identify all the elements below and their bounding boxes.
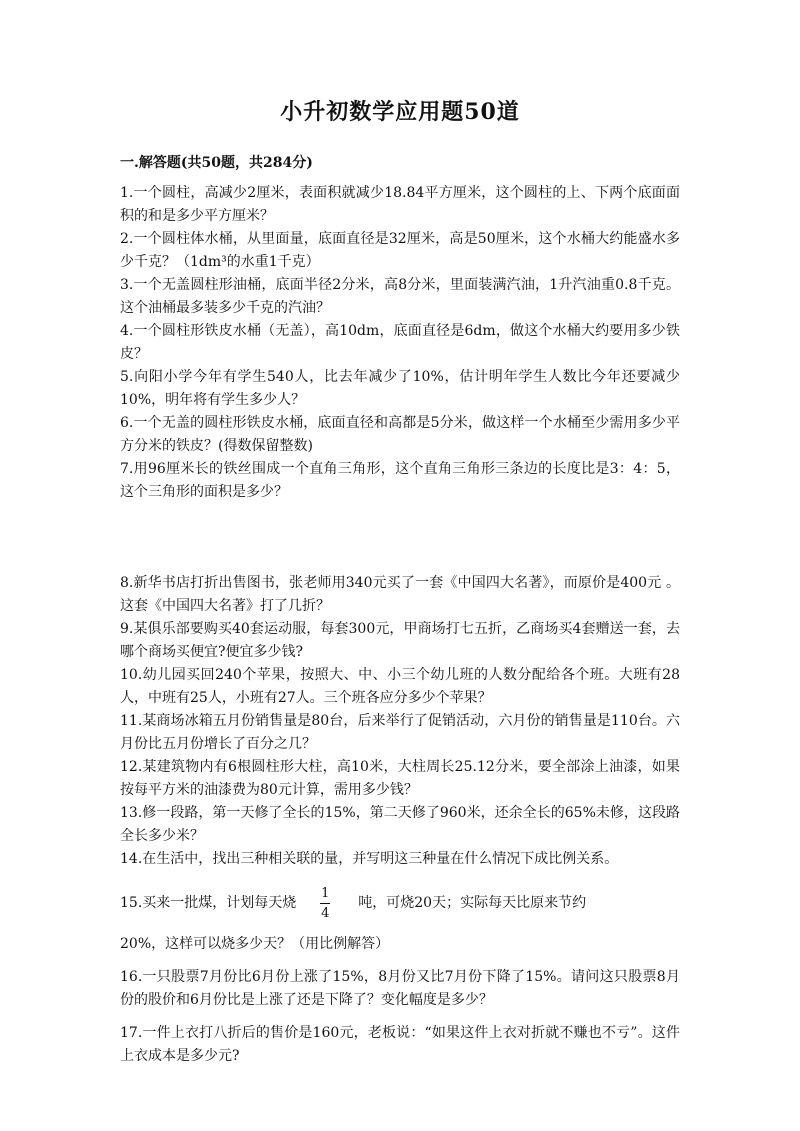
question-15 xyxy=(120,881,680,925)
question-15-line-2: 20%，这样可以烧多少天？（用比例解答） xyxy=(120,936,390,952)
question-9: 9.某俱乐部要购买40套运动服，每套300元，甲商场打七五折，乙商场买4套赠送一套，去哪个商场买便宜?便宜多少钱? xyxy=(120,621,680,660)
fraction-one-quarter xyxy=(320,886,330,921)
question-15-text-after: 吨，可烧20天；实际每天比原来节约 xyxy=(358,894,587,911)
fraction-numerator: 1 xyxy=(321,885,330,901)
question-5: 5.向阳小学今年有学生540人，比去年减少了10%，估计明年学生人数比今年还要减少10%，明年将有学生多少人？ xyxy=(120,369,680,408)
fraction-bar xyxy=(320,903,330,904)
question-1: 1.一个圆柱，高减少2厘米，表面积就减少18.84平方厘米，这个圆柱的上、下两个底面面积的和是多少平方厘米？ xyxy=(120,185,680,224)
spacer xyxy=(120,1012,680,1022)
question-7: 7.用96厘米长的铁丝围成一个直角三角形，这个直角三角形三条边的长度比是3：4：5，这个三角形的面积是多少？ xyxy=(120,461,680,500)
question-list xyxy=(120,182,680,1068)
answer-space xyxy=(120,504,680,572)
question-2: 2.一个圆柱体水桶，从里面量，底面直径是32厘米，高是50厘米，这个水桶大约能盛水多少千克？（1dm³的水重1千克） xyxy=(120,231,680,270)
question-16: 16.一只股票7月份比6月份上涨了15%，8月份又比7月份下降了15%。请问这只股票8月份的股价和6月份比是上涨了还是下降了？变化幅度是多少？ xyxy=(120,969,680,1008)
page-title: 小升初数学应用题50道 xyxy=(280,99,520,125)
section-heading: 一.解答题(共50题，共284分) xyxy=(120,155,313,171)
spacer xyxy=(120,956,680,966)
question-14: 14.在生活中，找出三种相关联的量，并写明这三种量在什么情况下成比例关系。 xyxy=(120,851,619,867)
fraction-denominator: 4 xyxy=(321,905,330,921)
question-12: 12.某建筑物内有6根圆柱形大柱，高10米，大柱周长25.12分米，要全部涂上油漆，如果按每平方米的油漆费为80元计算，需用多少钱？ xyxy=(120,759,680,798)
question-10: 10.幼儿园买回240个苹果，按照大、中、小三个幼儿班的人数分配给各个班。大班有28人，中班有25人，小班有27人。三个班各应分多少个苹果？ xyxy=(120,667,680,706)
question-11: 11.某商场冰箱五月份销售量是80台，后来举行了促销活动，六月份的销售量是110台。六月份比五月份增长了百分之几？ xyxy=(120,713,680,752)
question-15-text-before: 15.买来一批煤，计划每天烧 xyxy=(120,894,297,911)
question-17: 17.一件上衣打八折后的售价是160元，老板说：“如果这件上衣对折就不赚也不亏”。这件上衣成本是多少元? xyxy=(120,1025,680,1064)
spacer xyxy=(120,871,680,881)
question-8: 8.新华书店打折出售图书，张老师用340元买了一套《中国四大名著》，而原价是400元 。这套《中国四大名著》打了几折？ xyxy=(120,575,680,614)
question-13: 13.修一段路，第一天修了全长的15%，第二天修了960米，还余全长的65%未修，这段路全长多少米？ xyxy=(120,805,680,844)
question-3: 3.一个无盖圆柱形油桶，底面半径2分米，高8分米，里面装满汽油，1升汽油重0.8千克。这个油桶最多装多少千克的汽油？ xyxy=(120,277,680,316)
question-6: 6.一个无盖的圆柱形铁皮水桶，底面直径和高都是5分米，做这样一个水桶至少需用多少平方分米的铁皮？(得数保留整数) xyxy=(120,415,680,454)
question-4: 4.一个圆柱形铁皮水桶（无盖），高10dm，底面直径是6dm，做这个水桶大约要用多少铁皮？ xyxy=(120,323,680,362)
